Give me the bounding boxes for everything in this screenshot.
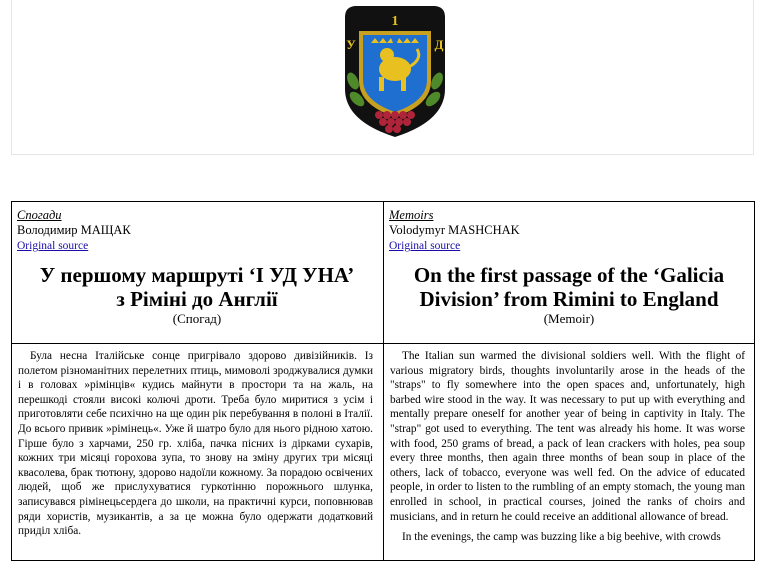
column-divider [383, 202, 384, 560]
left-body [18, 349, 373, 545]
left-title [12, 263, 382, 311]
left-title-line1: У першому маршруті ‘І УД УНА’ [39, 263, 355, 287]
emblem-letter-right: Д [434, 37, 444, 52]
right-author: Volodymyr MASHCHAK [389, 223, 520, 237]
right-title-line1: On the first passage of the ‘Galicia [413, 263, 725, 287]
header-divider [12, 343, 754, 344]
right-title-line2: Division’ from Rimini to England [419, 287, 719, 311]
emblem-container [11, 0, 754, 155]
left-author: Володимир МАЩАК [17, 223, 131, 237]
emblem-numeral: 1 [391, 14, 399, 29]
emblem-letter-left: У [346, 37, 356, 52]
division-emblem-patch [331, 3, 459, 139]
right-source-link[interactable]: Original source [389, 240, 461, 252]
right-subtitle: (Memoir) [543, 311, 595, 326]
left-source-link[interactable]: Original source [17, 240, 89, 252]
left-paragraph-1: Була несна Італійське сонце пригрівало здорово дивізійників. Із полетом різноманітних перелетних птиць, мимоволі зроджувалися думки і в головах »рімінців« кудись майнути в простори та на жаль, на перешкоді стояли високі колючі дроти. Треба було миритися з усім і приготовляти себе психічно на ще один рік перебування в полоні в Італії. До всього привик »рімінець«. Уже й шатро було для нього рідною хатою. Гірше було з харчами, 250 гр. хліба, пачка пісних із дірками сухарів, кожних три місяці горохова зупа, то знову на зміну других три місяці квасолева, брак тютюну, здорово надоїли кожному. За порадою освічених людей, щоб же прислухуватися гуркотінню порожнього шлунка, записувався рімінецьсердега до школи, на практичні курси, поповнював ряди хористів, музикантів, а за це можна було одержати додатковий приділ хліба. [18, 350, 373, 538]
right-body [390, 349, 745, 551]
right-header [389, 208, 749, 254]
right-title [384, 263, 754, 311]
right-kicker: Memoirs [389, 208, 434, 222]
right-paragraph-1: The Italian sun warmed the divisional soldiers well. With the flight of various migratory birds, thoughts involuntarily arose in the heads of the "straps" to fly somewhere into the open spaces and, unfortunately, high barbed wire stood in the way. It was necessary to put up with everything and mentally prepare oneself for another year of being in captivity in Italy. The "strap" got used to everything. The tent was already his home. It was worse with food, 250 grams of bread, a pack of lean crackers with holes, pea soup every three months, then again three months of bean soup in place of the others, lack of tobacco, everyone was well fed. On the advice of educated people, in order to listen to the rumbling of an empty stomach, the young man enrolled in school, in practical courses, joined the ranks of choirs and musicians, and in return he could receive an additional allowance of bread. [390, 350, 745, 523]
left-subtitle: (Спогад) [172, 311, 222, 326]
right-paragraph-2: In the evenings, the camp was buzzing like a big beehive, with crowds [402, 531, 721, 544]
left-header [17, 208, 377, 254]
left-kicker: Спогади [17, 208, 62, 222]
bilingual-table [11, 201, 755, 561]
left-title-line2: з Ріміні до Англії [116, 287, 278, 311]
